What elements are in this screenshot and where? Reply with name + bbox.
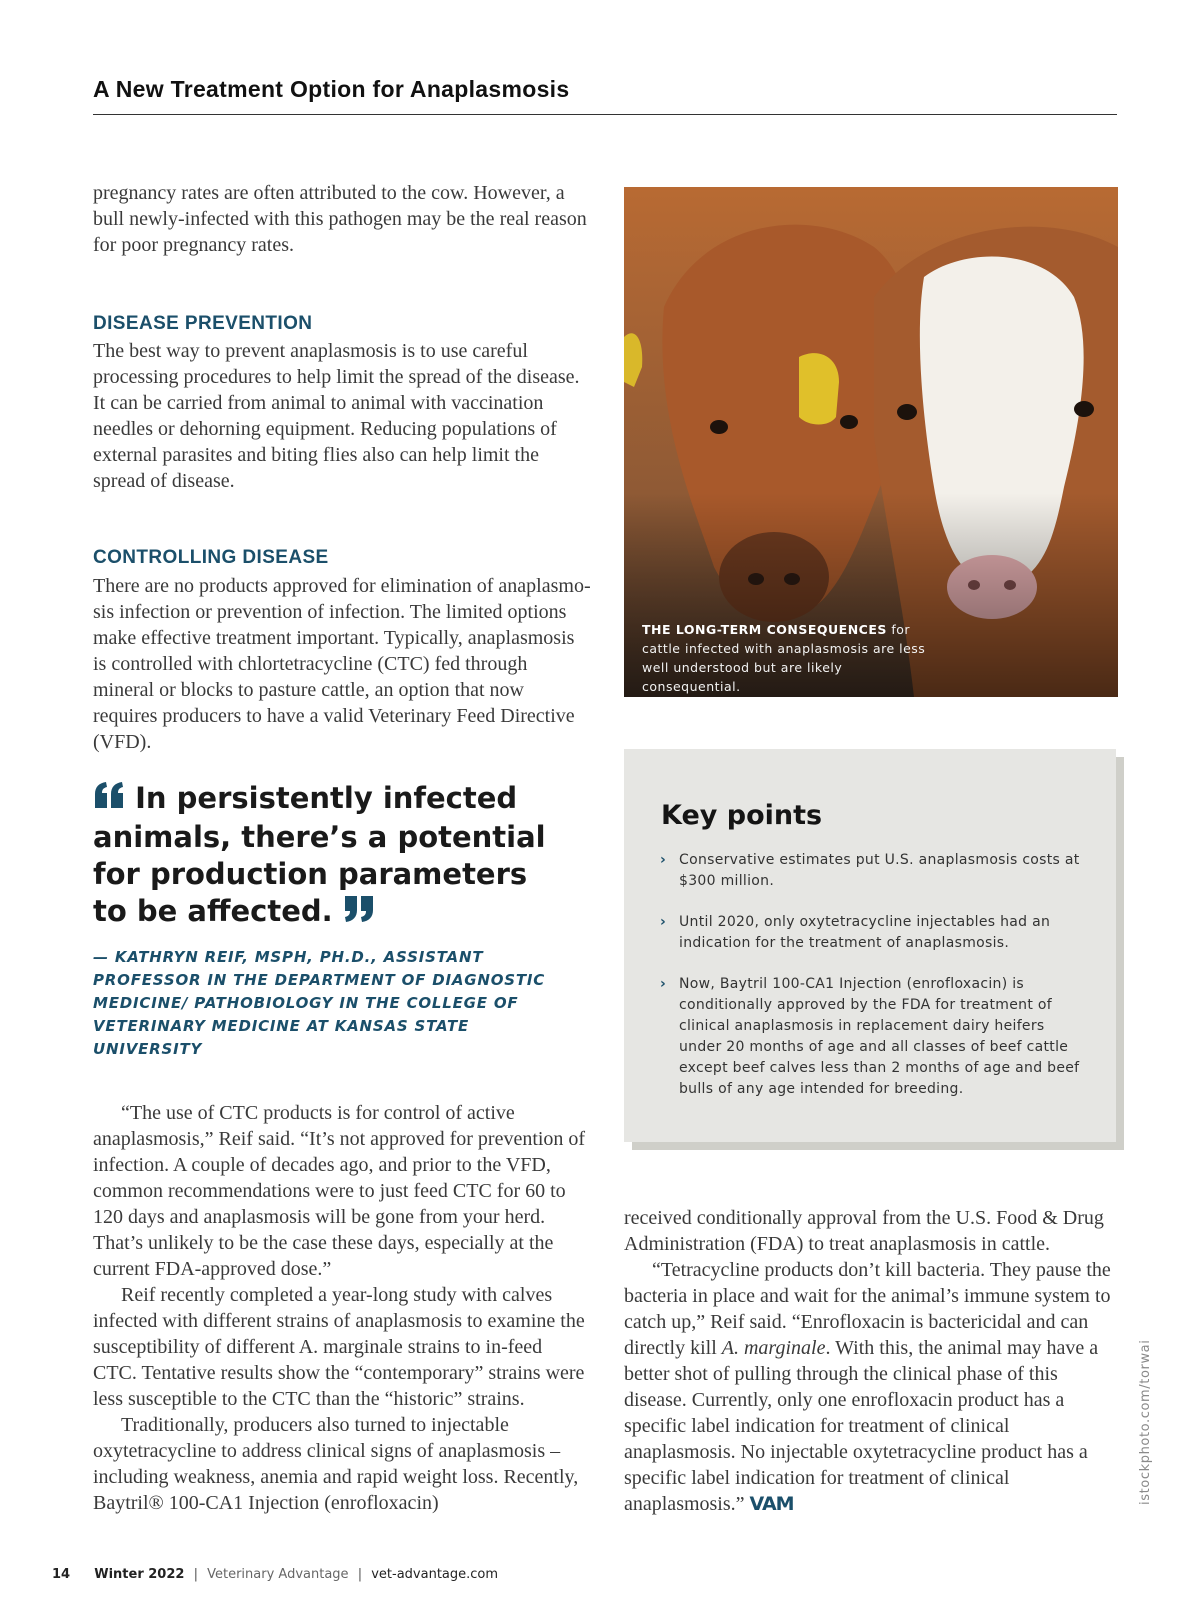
website-link[interactable]: vet-advantage.com [371, 1567, 499, 1582]
photo-credit: istockphoto.com/torwai [1138, 1339, 1153, 1505]
key-point-item [660, 974, 1080, 1100]
page-footer [52, 1567, 498, 1582]
key-point-text: Until 2020, only oxytetracycline injectables had an indication for the treatment of anaplasmosis. [679, 914, 1051, 951]
key-point-item [660, 912, 1080, 954]
body-paragraph: Traditionally, producers also turned to injectable oxytetracycline to address clinical signs of anaplasmosis – including weakness, anemia and rapid weight loss. Recently, Baytril® 100-CA1 Injection (enrofloxacin) [93, 1414, 579, 1514]
paragraph-text: . With this, the animal may have a better shot of pulling through the clinical phase of this disease. Currently, only one enrofloxacin product has a specific label indication for treatment of clinical anaplasmosis. No injectable oxytetracycline product has a specific label indication for treatment of clinical anaplasmosis.” [624, 1337, 1099, 1515]
disease-prevention-heading: DISEASE PREVENTION [93, 313, 313, 334]
chevron-right-icon: › [660, 852, 667, 868]
header-rule [93, 114, 1117, 115]
chevron-right-icon: › [660, 914, 667, 930]
pull-quote-text: In persistently infected animals, there’s a potential for production parameters to be affected. [93, 781, 546, 928]
footer-separator: | [193, 1567, 198, 1582]
intro-paragraph [93, 180, 593, 258]
caption-lead: THE LONG-TERM CONSEQUENCES [642, 622, 887, 637]
key-points-list [660, 850, 1080, 1120]
key-point-text: Conservative estimates put U.S. anaplasmosis costs at $300 million. [679, 852, 1080, 889]
open-quote-icon [93, 782, 125, 819]
left-body-text [93, 1100, 591, 1516]
vam-end-logo: VAM [749, 1493, 794, 1515]
right-body-text [624, 1205, 1120, 1517]
controlling-disease-heading: CONTROLLING DISEASE [93, 547, 329, 568]
chevron-right-icon: › [660, 976, 667, 992]
key-point-item [660, 850, 1080, 892]
species-name: A. marginale [721, 1337, 826, 1359]
key-point-text: Now, Baytril 100-CA1 Injection (enrofloxacin) is conditionally approved by the FDA for treatment of clinical anaplasmosis in replacement dairy heifers under 20 months of age and all classes of beef cattle except beef calves less than 2 months of age and beef bulls of any age intended for breeding. [679, 976, 1080, 1097]
close-quote-icon [343, 894, 375, 931]
disease-prevention-paragraph: The best way to prevent anaplasmosis is to use careful processing procedures to help limit the spread of the disease. It can be carried from animal to animal with vaccination needles or dehorning equipment. Reducing populations of external parasites and biting flies also can help limit the spread of disease. [93, 340, 580, 492]
intro-text: pregnancy rates are often attributed to the cow. However, a bull newly-infected with this pathogen may be the real reason for poor pregnancy rates. [93, 182, 587, 256]
pull-quote-attribution: — KATHRYN REIF, MSPH, PH.D., ASSISTANT PROFESSOR IN THE DEPARTMENT OF DIAGNOSTIC MEDICINE/ PATHOBIOLOGY IN THE COLLEGE OF VETERINARY MEDICINE AT KANSAS STATE UNIVERSITY [93, 948, 546, 1058]
pull-quote [93, 780, 553, 931]
page-number: 14 [52, 1567, 71, 1582]
page-header-title: A New Treatment Option for Anaplasmosis [93, 76, 570, 102]
controlling-disease-text [93, 573, 591, 755]
body-paragraph [624, 1257, 1120, 1517]
disease-prevention-text [93, 338, 591, 494]
footer-separator: | [357, 1567, 363, 1582]
photo-caption [642, 620, 942, 696]
controlling-disease-paragraph: There are no products approved for elimination of anaplasmo-sis infection or prevention of infection. The limited options make effective treatment important. Typically, anaplasmosis is controlled with chlortetracycline (CTC) fed through mineral or blocks to pasture cattle, an option that now requires producers to have a valid Veterinary Feed Directive (VFD). [93, 575, 591, 753]
caption-text: for cattle infected with anaplasmosis are less well understood but are likely consequential. [642, 622, 926, 694]
body-paragraph: Reif recently completed a year-long study with calves infected with different strains of anaplasmosis to examine the susceptibility of different A. marginale strains to in-feed CTC. Tentative results show the “contemporary” strains were less susceptible to the CTC than the “historic” strains. [93, 1284, 585, 1410]
body-paragraph: received conditionally approval from the U.S. Food & Drug Administration (FDA) to treat anaplasmosis in cattle. [624, 1207, 1104, 1255]
key-points-title: Key points [661, 800, 823, 831]
body-paragraph: “The use of CTC products is for control of active anaplasmosis,” Reif said. “It’s not approved for prevention of infection. A couple of decades ago, and prior to the VFD, common recommendations were to just feed CTC for 60 to 120 days and anaplasmosis will be gone from your herd. That’s unlikely to be the case these days, especially at the current FDA-approved dose.” [93, 1102, 586, 1280]
issue-season: Winter 2022 [94, 1567, 185, 1582]
paragraph-text: “Tetracycline products don’t kill bacteria. They pause the bacteria in place and wait for the animal’s immune system to catch up,” Reif said. “Enrofloxacin is bactericidal and can directly kill [624, 1259, 1111, 1359]
publication-name: Veterinary Advantage [207, 1567, 349, 1582]
